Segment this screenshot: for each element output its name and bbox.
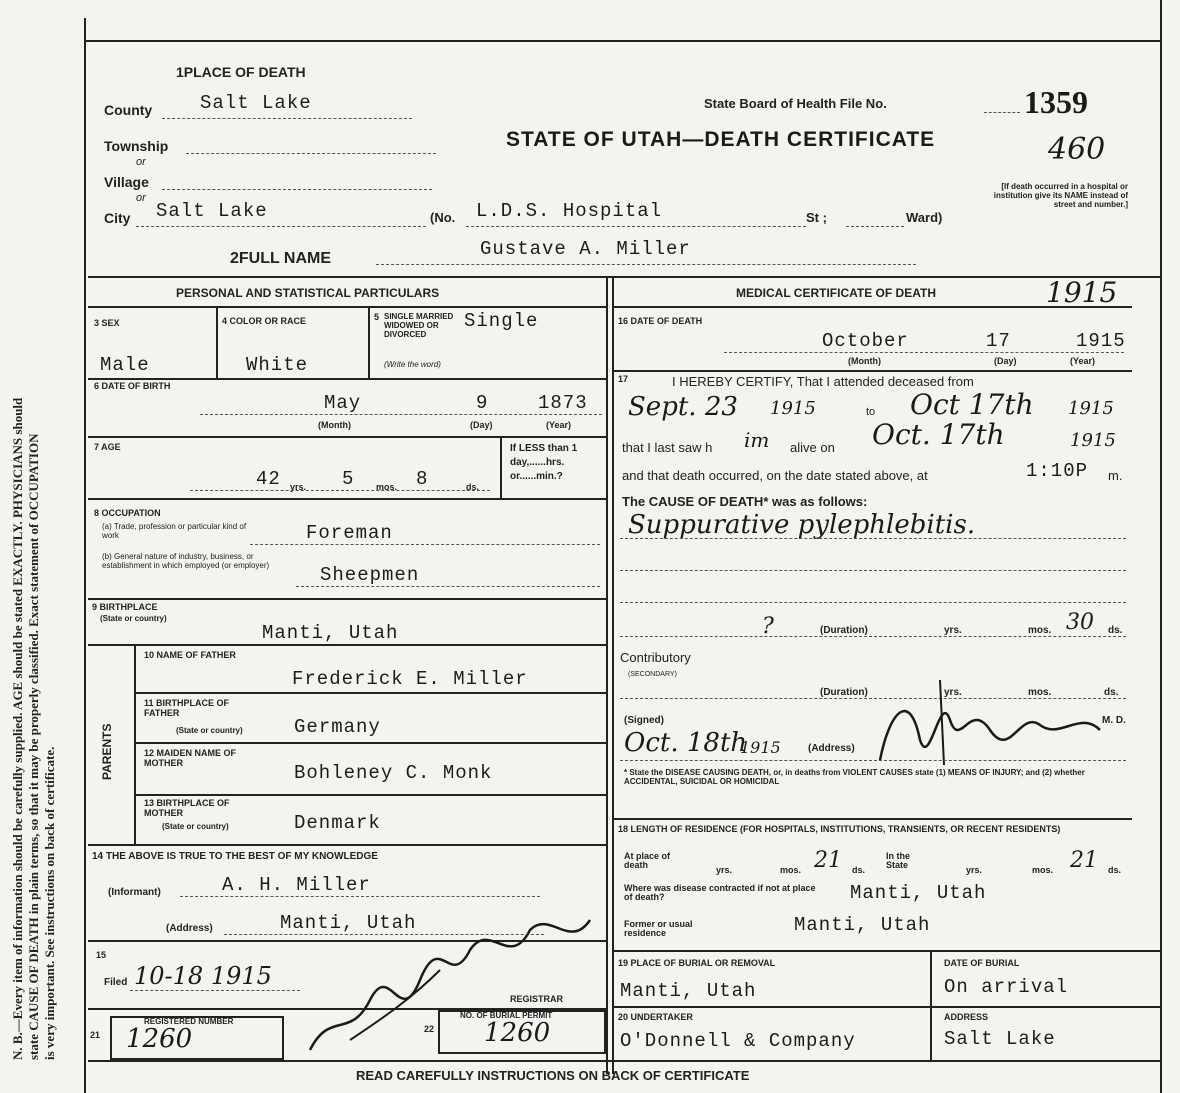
file-no-handwritten: 460 (1048, 132, 1106, 167)
county-value: Salt Lake (200, 92, 312, 114)
dob-label: 6 DATE OF BIRTH (94, 381, 171, 391)
informant-address-label: (Address) (166, 923, 213, 934)
village-label: Village (104, 174, 149, 190)
in-state-months: 21 (1070, 848, 1098, 873)
county-label: County (104, 102, 153, 118)
undertaker-value: O'Donnell & Company (620, 1030, 856, 1052)
last-saw-year: 1915 (1070, 430, 1116, 451)
contributory-mos-label: mos. (1028, 687, 1052, 698)
md-label: M. D. (1102, 715, 1126, 726)
last-saw-pronoun: im (744, 428, 770, 452)
duration-months-value: 30 (1066, 610, 1094, 635)
mother-birthplace-sub: (State or country) (162, 822, 229, 831)
dod-day: 17 (986, 330, 1011, 352)
in-state-mos-label: mos. (1032, 865, 1054, 875)
signed-label: (Signed) (624, 715, 664, 726)
marital-num: 5 (374, 312, 380, 322)
top-border (84, 40, 1160, 42)
dod-year: 1915 (1076, 330, 1126, 352)
alive-on-label: alive on (790, 440, 835, 455)
age-months: 5 (342, 468, 355, 490)
file-no-label: State Board of Health File No. (704, 96, 887, 111)
last-saw-date: Oct. 17th (872, 418, 1005, 451)
informant-value: A. H. Miller (222, 874, 371, 896)
at-place-label: At place of death (624, 851, 671, 870)
dob-day: 9 (476, 392, 489, 414)
age-label: 7 AGE (94, 442, 121, 452)
age-mos-label: mos. (376, 482, 398, 492)
physician-signature (870, 670, 1110, 770)
dob-month: May (324, 392, 362, 414)
age-yrs-label: yrs. (290, 482, 307, 492)
color-value: White (246, 354, 309, 376)
city-label: City (104, 210, 131, 226)
undertaker-address-label: ADDRESS (944, 1012, 989, 1022)
cause-footnote: * State the DISEASE CAUSING DEATH, or, in deaths from VIOLENT CAUSES state (1) MEANS OF INJURY; and (2) whether ACCIDENTAL, SUICIDAL OR HOMICIDAL (624, 768, 1085, 786)
right-border (1160, 0, 1162, 1093)
age-days: 8 (416, 468, 429, 490)
true-statement-label: 14 THE ABOVE IS TRUE TO THE BEST OF MY KNOWLEDGE (92, 851, 378, 862)
personal-section-title: PERSONAL AND STATISTICAL PARTICULARS (176, 286, 440, 300)
duration-yrs-label: yrs. (944, 625, 962, 636)
grid-top (88, 276, 1160, 278)
cause-label: The CAUSE OF DEATH* was as follows: (622, 494, 868, 509)
at-place-months: 21 (814, 848, 842, 873)
mother-value: Bohleney C. Monk (294, 762, 493, 784)
birthplace-sub: (State or country) (100, 614, 167, 623)
father-value: Frederick E. Miller (292, 668, 528, 690)
former-residence-label: Former or usual residence (624, 919, 693, 938)
side-note-line1: N. B.—Every item of information should be carefully supplied. AGE should be stated EXACTLY. PHYSICIANS should (10, 397, 25, 1060)
undertaker-label: 20 UNDERTAKER (618, 1012, 693, 1022)
mother-birthplace-value: Denmark (294, 812, 381, 834)
or-label-2: or (136, 192, 146, 204)
in-state-yrs-label: yrs. (966, 865, 983, 875)
registered-num-label: 21 (90, 1030, 101, 1040)
dob-year-caption: (Year) (546, 420, 572, 430)
at-place-mos-label: mos. (780, 865, 802, 875)
or-label-1: or (136, 156, 146, 168)
duration-mos-label: mos. (1028, 625, 1052, 636)
contracted-label: Where was disease contracted if not at place of death? (624, 883, 816, 902)
contributory-ds-label: ds. (1104, 687, 1119, 698)
at-place-yrs-label: yrs. (716, 865, 733, 875)
burial-place-value: Manti, Utah (620, 980, 757, 1002)
duration-label: (Duration) (820, 625, 868, 636)
certify-text: I HEREBY CERTIFY, That I attended deceased from (672, 374, 974, 389)
mother-label: 12 MAIDEN NAME OF MOTHER (144, 748, 237, 768)
dod-month-caption: (Month) (848, 356, 881, 366)
marital-value: Single (464, 310, 539, 332)
dob-month-caption: (Month) (318, 420, 351, 430)
cause-value: Suppurative pylephlebitis. (628, 510, 976, 540)
certify-num: 17 (618, 374, 629, 384)
informant-label: (Informant) (108, 887, 161, 898)
filed-value: 10-18 1915 (134, 962, 272, 990)
no-label: (No. (430, 210, 456, 225)
ward-label: Ward) (906, 210, 943, 225)
medical-section-title: MEDICAL CERTIFICATE OF DEATH (736, 286, 936, 300)
attended-from-year: 1915 (770, 398, 816, 419)
registered-number-value: 1260 (126, 1024, 193, 1054)
at-place-ds-label: ds. (852, 865, 866, 875)
signed-year: 1915 (740, 738, 781, 757)
informant-address-value: Manti, Utah (280, 912, 417, 934)
contributory-label: Contributory (620, 650, 691, 665)
occurred-text: and that death occurred, on the date stated above, at (622, 468, 928, 483)
burial-permit-value: 1260 (484, 1018, 551, 1048)
full-name-value: Gustave A. Miller (480, 238, 691, 260)
attended-to-year: 1915 (1068, 398, 1114, 419)
physician-address-label: (Address) (808, 743, 855, 754)
age-ds-label: ds. (466, 482, 480, 492)
contributory-duration-label: (Duration) (820, 687, 868, 698)
mother-birthplace-label: 13 BIRTHPLACE OF MOTHER (144, 798, 230, 818)
in-state-label: In the State (886, 851, 910, 870)
signed-date: Oct. 18th (624, 728, 748, 758)
instructions-footer: READ CAREFULLY INSTRUCTIONS ON BACK OF CERTIFICATE (356, 1068, 750, 1083)
full-name-label: 2FULL NAME (230, 250, 332, 267)
left-border (84, 18, 86, 1093)
medical-year-handwritten: 1915 (1046, 276, 1118, 309)
dob-year: 1873 (538, 392, 588, 414)
certificate-title: STATE OF UTAH—DEATH CERTIFICATE (506, 128, 936, 151)
contracted-value: Manti, Utah (850, 882, 987, 904)
marital-label: SINGLE MARRIED WIDOWED OR DIVORCED (384, 312, 454, 339)
last-saw-text: that I last saw h (622, 440, 713, 455)
occupation-label: 8 OCCUPATION (94, 508, 161, 518)
filed-label: Filed (104, 977, 128, 988)
dob-day-caption: (Day) (470, 420, 493, 430)
marital-write-hint: (Write the word) (384, 360, 441, 369)
dod-year-caption: (Year) (1070, 356, 1096, 366)
center-divider-2 (612, 276, 614, 1074)
undertaker-address-value: Salt Lake (944, 1028, 1056, 1050)
father-birthplace-label: 11 BIRTHPLACE OF FATHER (144, 698, 230, 718)
file-no-value: 1359 (1024, 84, 1088, 120)
birthplace-label: 9 BIRTHPLACE (92, 602, 158, 612)
duration-ds-label: ds. (1108, 625, 1123, 636)
industry-value: Sheepmen (320, 564, 420, 586)
parents-label: PARENTS (100, 723, 114, 780)
attended-from-date: Sept. 23 (628, 392, 738, 422)
side-note-line3: is very important. See instructions on back of certificate. (42, 746, 57, 1060)
registrar-label: REGISTRAR (510, 994, 564, 1004)
residence-label: 18 LENGTH OF RESIDENCE (FOR HOSPITALS, INSTITUTIONS, TRANSIENTS, OR RECENT RESIDENTS) (618, 824, 1061, 834)
to-label: to (866, 406, 876, 418)
sex-value: Male (100, 354, 150, 376)
township-label: Township (104, 138, 169, 154)
former-residence-value: Manti, Utah (794, 914, 931, 936)
burial-date-label: DATE OF BURIAL (944, 958, 1020, 968)
dod-month: October (822, 330, 909, 352)
attended-to-date: Oct 17th (910, 388, 1034, 421)
st-label: St ; (806, 210, 827, 225)
sex-label: 3 SEX (94, 318, 120, 328)
time-of-death: 1:10P (1026, 460, 1089, 482)
duration-years-value: ? (762, 614, 774, 639)
father-label: 10 NAME OF FATHER (144, 650, 236, 660)
less-than-day-label: If LESS than 1 day,......hrs. or......min.? (510, 443, 578, 482)
age-years: 42 (256, 468, 281, 490)
side-note-line2: state CAUSE OF DEATH in plain terms, so that it may be properly classified. Exact statement of OCCUPATION (26, 433, 41, 1060)
burial-place-label: 19 PLACE OF BURIAL OR REMOVAL (618, 958, 776, 968)
burial-permit-caption: NO. OF BURIAL PERMIT (460, 1011, 553, 1020)
hospital-note: [If death occurred in a hospital or institution give its NAME instead of street and number.] (993, 182, 1128, 209)
in-state-ds-label: ds. (1108, 865, 1122, 875)
color-label: 4 COLOR OR RACE (222, 316, 307, 326)
father-birthplace-sub: (State or country) (176, 726, 243, 735)
birthplace-value: Manti, Utah (262, 622, 399, 644)
trade-label: (a) Trade, profession or particular kind of work (102, 522, 247, 540)
filed-num: 15 (96, 950, 107, 960)
date-of-death-label: 16 DATE OF DEATH (618, 316, 703, 326)
trade-value: Foreman (306, 522, 393, 544)
industry-label: (b) General nature of industry, business, or establishment in which employed (or employer) (102, 552, 270, 570)
place-of-death-label: 1PLACE OF DEATH (176, 64, 306, 80)
father-birthplace-value: Germany (294, 716, 381, 738)
dod-day-caption: (Day) (994, 356, 1017, 366)
permit-num-label: 22 (424, 1024, 435, 1034)
time-m-label: m. (1108, 468, 1123, 483)
no-value: L.D.S. Hospital (476, 200, 663, 222)
contributory-yrs-label: yrs. (944, 687, 962, 698)
city-value: Salt Lake (156, 200, 268, 222)
secondary-label: (SECONDARY) (628, 671, 677, 678)
burial-date-value: On arrival (944, 976, 1069, 998)
registered-number-caption: REGISTERED NUMBER (144, 1017, 234, 1026)
